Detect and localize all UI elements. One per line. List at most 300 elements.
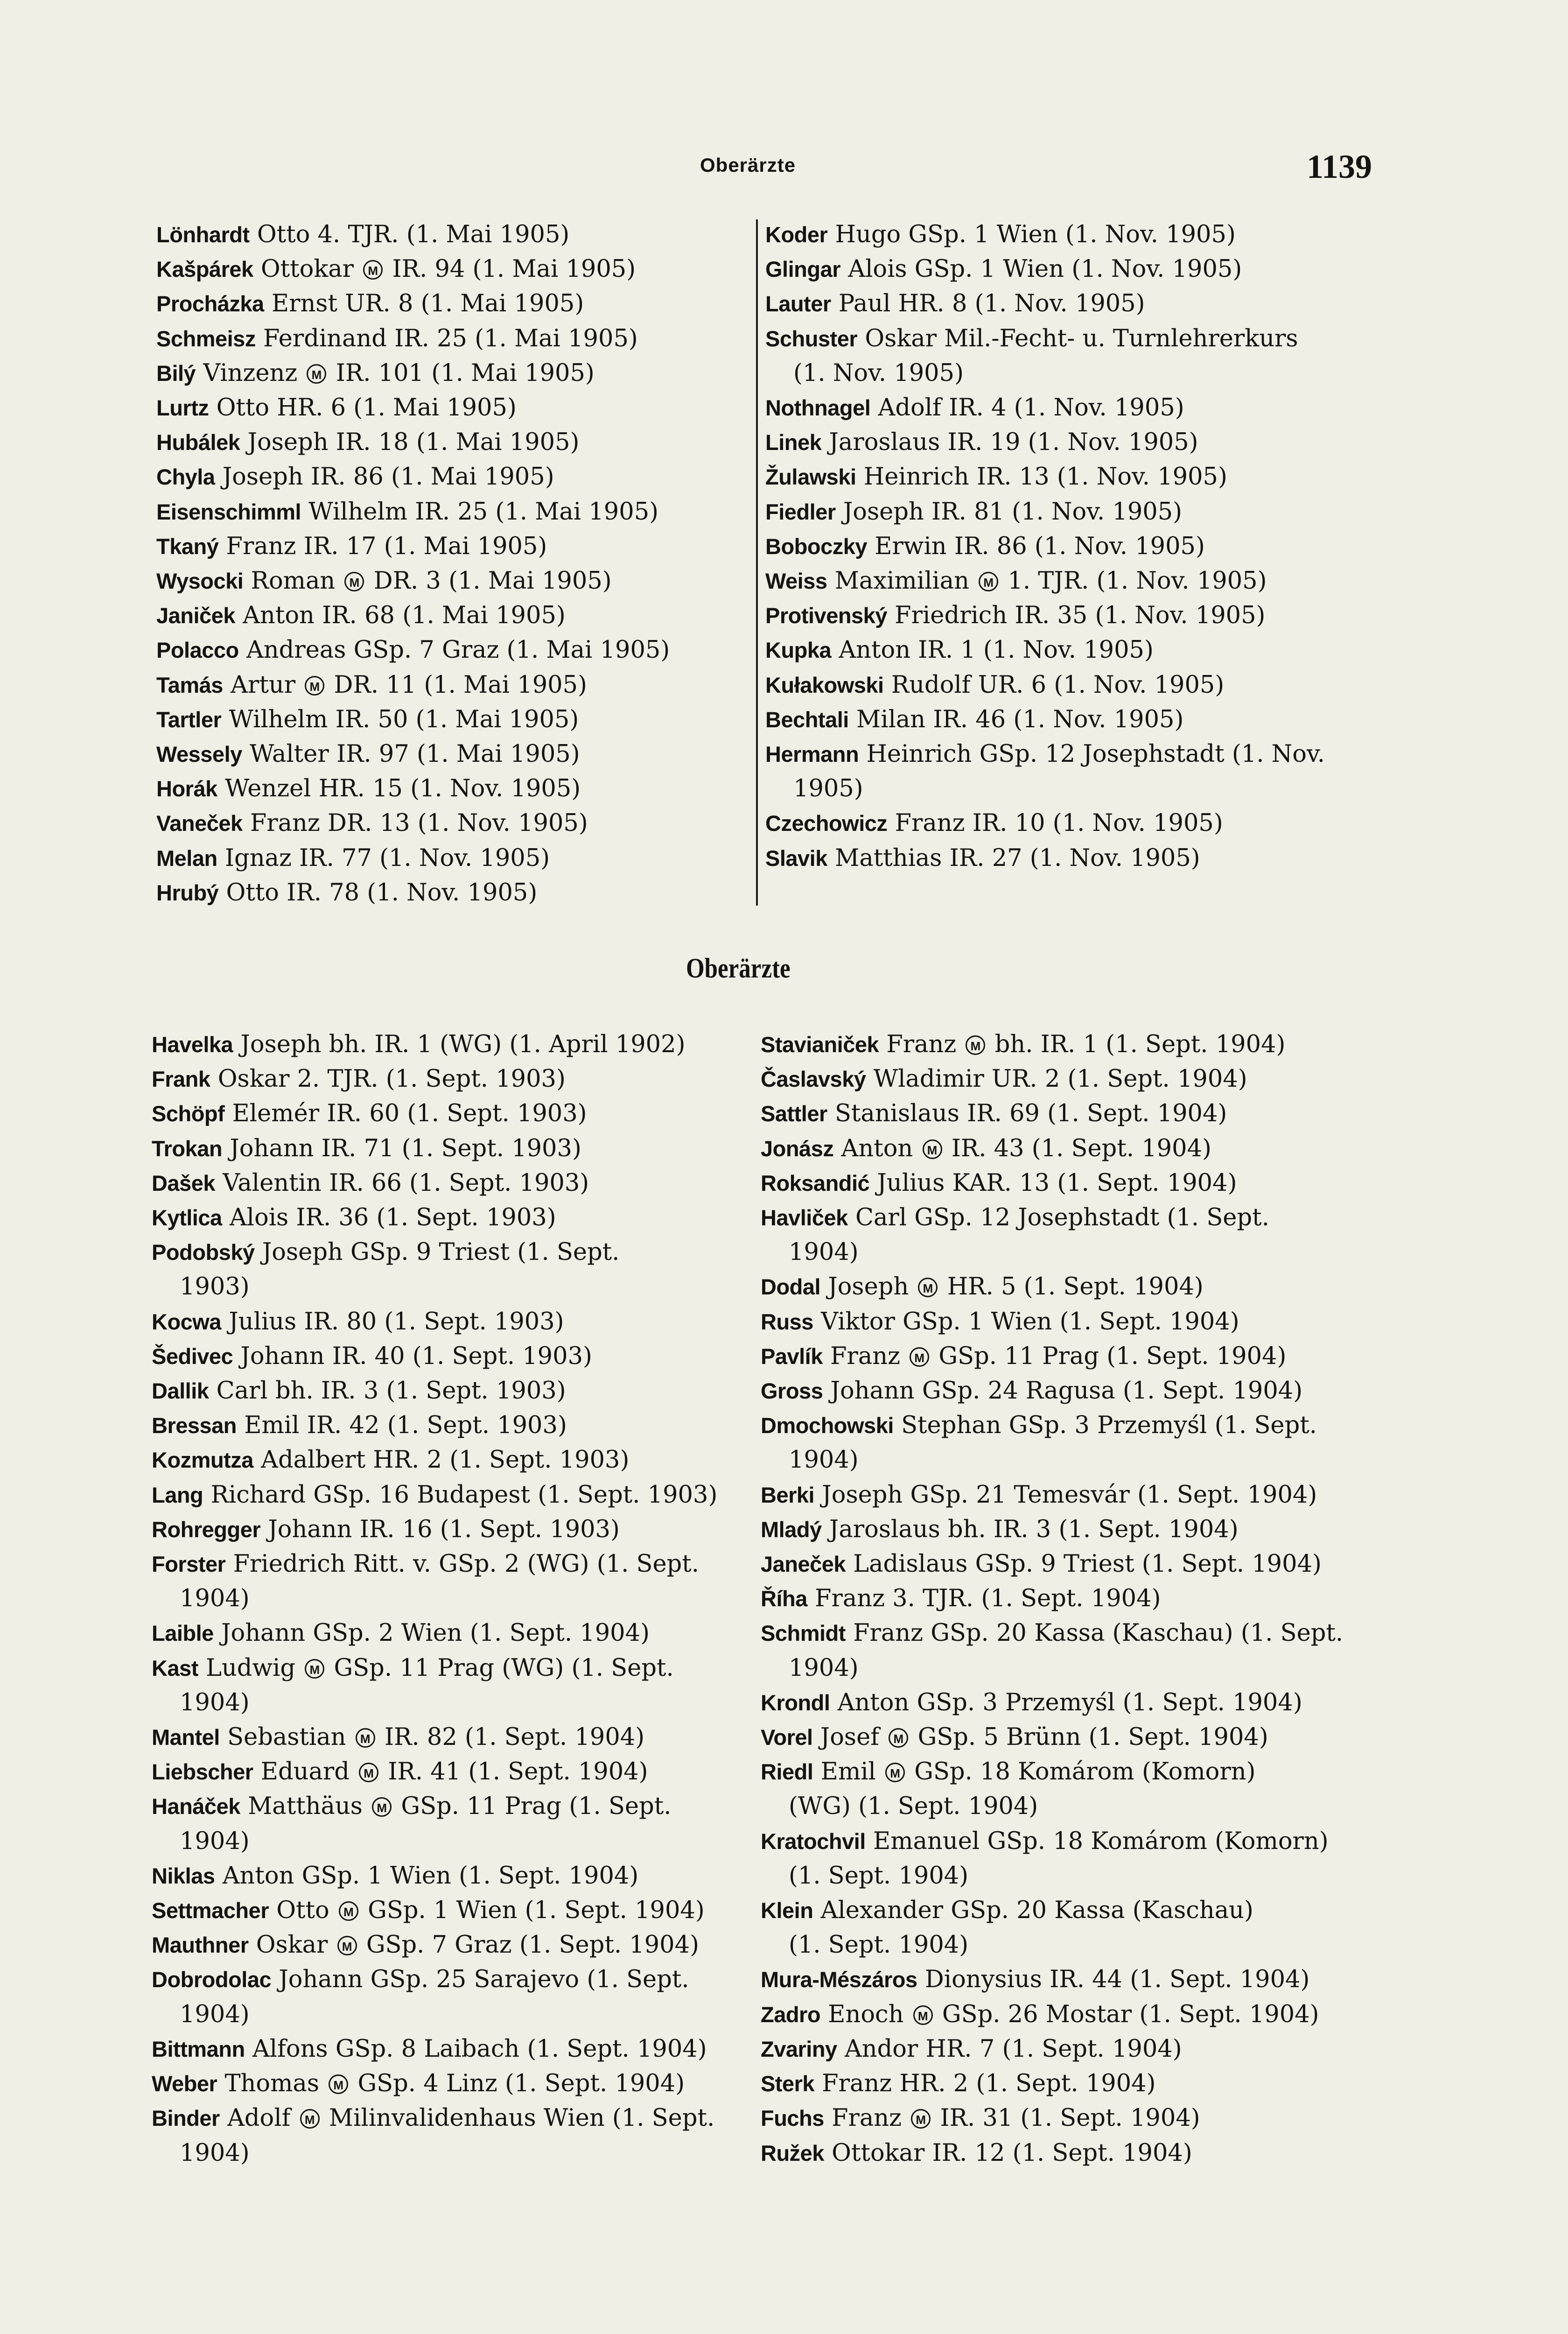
surname: Roksandić — [761, 1170, 870, 1195]
entry-details: Julius IR. 80 (1. Sept. 1903) — [221, 1308, 564, 1336]
entry-details: Franz IR. 17 (1. Mai 1905) — [218, 532, 547, 560]
entry-line — [156, 495, 744, 529]
entry-line — [156, 841, 744, 876]
surname: Lauter — [765, 291, 831, 316]
entry-details: Elemér IR. 60 (1. Sept. 1903) — [224, 1100, 587, 1128]
entry-details: Franz — [879, 1031, 964, 1058]
entry-line — [765, 703, 1367, 737]
entry-details: Hugo GSp. 1 Wien (1. Nov. 1905) — [827, 221, 1236, 248]
entry-details: (1. Sept. 1904) — [789, 1862, 969, 1890]
entry-details-cont: GSp. 1 Wien (1. Sept. 1904) — [360, 1897, 705, 1925]
entry-details: Dionysius IR. 44 (1. Sept. 1904) — [917, 1966, 1310, 1994]
entry-line — [152, 1374, 744, 1408]
entry-details: Valentin IR. 66 (1. Sept. 1903) — [215, 1169, 589, 1197]
entry-details: Wilhelm IR. 50 (1. Mai 1905) — [221, 705, 579, 733]
page-number: 1139 — [1307, 148, 1372, 185]
surname: Linek — [765, 430, 822, 455]
entry-line — [761, 1478, 1367, 1512]
surname: Lurtz — [156, 395, 209, 421]
married-m-icon: M — [339, 1901, 358, 1921]
entry-details: Milan IR. 46 (1. Nov. 1905) — [848, 705, 1184, 733]
entry-details: Ottokar — [253, 255, 362, 283]
entry-line — [152, 1132, 744, 1166]
entry-details: Josef — [812, 1723, 887, 1751]
surname: Havelka — [152, 1032, 233, 1057]
entry-details: Thomas — [217, 2070, 327, 2098]
surname: Pavlík — [761, 1343, 823, 1369]
married-m-icon: M — [305, 1659, 324, 1679]
entry-line — [765, 460, 1367, 494]
entry-line — [761, 2032, 1367, 2067]
entry-line — [761, 1962, 1367, 1997]
surname: Kast — [152, 1655, 198, 1680]
surname: Havliček — [761, 1205, 848, 1230]
surname: Kułakowski — [765, 672, 884, 697]
surname: Říha — [761, 1586, 807, 1611]
entry-details: Otto 4. TJR. (1. Mai 1905) — [249, 221, 570, 248]
entry-line — [761, 1582, 1367, 1616]
entry-details: Enoch — [820, 2000, 911, 2028]
entry-details: Heinrich IR. 13 (1. Nov. 1905) — [856, 463, 1227, 491]
entry-details: Alexander GSp. 20 Kassa (Kaschau) — [813, 1897, 1253, 1925]
entry-line — [761, 1097, 1367, 1131]
surname: Tkaný — [156, 534, 219, 559]
entry-continuation — [152, 1824, 744, 1859]
entry-details: Johann GSp. 2 Wien (1. Sept. 1904) — [213, 1619, 650, 1647]
entry-line — [761, 1512, 1367, 1547]
married-m-icon: M — [966, 1035, 985, 1055]
entry-line — [765, 218, 1367, 252]
entry-line — [152, 1651, 744, 1686]
column-bottom-left — [152, 1027, 744, 2171]
surname: Czechowicz — [765, 811, 888, 836]
entry-line — [152, 1062, 744, 1097]
entry-line — [156, 633, 744, 668]
entry-details: Friedrich Ritt. v. GSp. 2 (WG) (1. Sept. — [225, 1550, 699, 1578]
entry-line — [152, 2101, 744, 2136]
entry-details: Anton GSp. 3 Przemyśl (1. Sept. 1904) — [830, 1688, 1302, 1716]
surname: Bittmann — [152, 2036, 245, 2061]
entry-line — [156, 252, 744, 287]
surname: Janiček — [156, 603, 235, 628]
surname: Dobrodolac — [152, 1967, 272, 1992]
entry-continuation — [761, 1859, 1367, 1893]
entry-line — [761, 1824, 1367, 1859]
married-m-icon: M — [910, 1347, 929, 1367]
surname: Riedl — [761, 1759, 813, 1785]
entry-details: Otto HR. 6 (1. Mai 1905) — [209, 394, 517, 422]
entry-details: Anton — [833, 1134, 921, 1162]
entry-line — [152, 1408, 744, 1443]
entry-details: 1904) — [180, 2139, 250, 2167]
surname: Tartler — [156, 707, 222, 732]
entry-details: Anton IR. 1 (1. Nov. 1905) — [831, 636, 1154, 664]
surname: Liebscher — [152, 1759, 253, 1785]
surname: Schuster — [765, 326, 858, 351]
surname: Kocwa — [152, 1309, 221, 1334]
surname: Mladý — [761, 1517, 822, 1542]
entry-details: Friedrich IR. 35 (1. Nov. 1905) — [887, 602, 1266, 630]
surname: Wysocki — [156, 569, 244, 594]
surname: Weiss — [765, 569, 827, 594]
entry-details: Matthias IR. 27 (1. Nov. 1905) — [827, 844, 1200, 872]
entry-details: Emil — [813, 1758, 884, 1786]
entry-details-cont: Milinvalidenhaus Wien (1. Sept. — [321, 2104, 715, 2132]
entry-details: 1903) — [180, 1273, 250, 1301]
entry-details-cont: IR. 41 (1. Sept. 1904) — [380, 1758, 648, 1786]
entry-details: Richard GSp. 16 Budapest (1. Sept. 1903) — [203, 1481, 718, 1509]
entry-continuation — [765, 772, 1367, 806]
entry-line — [152, 2032, 744, 2067]
surname: Schöpf — [152, 1101, 225, 1126]
entry-details: Vinzenz — [196, 359, 305, 387]
entry-line — [761, 1201, 1367, 1235]
entry-line — [761, 1408, 1367, 1443]
surname: Šedivec — [152, 1343, 233, 1369]
surname: Melan — [156, 845, 217, 871]
entry-line — [761, 2101, 1367, 2136]
surname: Bilý — [156, 360, 196, 386]
surname: Žulawski — [765, 464, 856, 490]
entry-line — [761, 1166, 1367, 1201]
entry-line — [152, 1859, 744, 1893]
entry-line — [156, 564, 744, 598]
married-m-icon: M — [363, 260, 383, 280]
entry-continuation — [152, 1582, 744, 1616]
entry-details: Rudolf UR. 6 (1. Nov. 1905) — [883, 671, 1225, 699]
surname: Forster — [152, 1552, 226, 1577]
page-header — [0, 148, 1568, 191]
entry-line — [152, 1443, 744, 1477]
entry-line — [761, 1270, 1367, 1304]
entry-details: Adolf IR. 4 (1. Nov. 1905) — [870, 394, 1184, 422]
entry-line — [152, 2067, 744, 2101]
surname: Lang — [152, 1482, 203, 1507]
entry-details: Johann GSp. 25 Sarajevo (1. Sept. — [271, 1966, 689, 1994]
entry-details: Johann IR. 71 (1. Sept. 1903) — [222, 1134, 581, 1162]
entry-line — [152, 1201, 744, 1235]
entry-details-cont: IR. 31 (1. Sept. 1904) — [932, 2104, 1200, 2132]
surname: Hanáček — [152, 1794, 240, 1819]
entry-details: Ludwig — [198, 1654, 303, 1682]
entry-details: Carl GSp. 12 Josephstadt (1. Sept. — [847, 1204, 1269, 1232]
surname: Horák — [156, 776, 217, 801]
entry-line — [761, 1997, 1367, 2032]
entry-details-cont: GSp. 11 Prag (1. Sept. 1904) — [931, 1342, 1287, 1370]
entry-line — [765, 737, 1367, 772]
married-m-icon: M — [307, 364, 326, 384]
entry-details: Erwin IR. 86 (1. Nov. 1905) — [867, 532, 1205, 560]
married-m-icon: M — [305, 676, 324, 696]
surname: Boboczky — [765, 534, 867, 559]
entry-continuation — [765, 356, 1367, 391]
surname: Binder — [152, 2106, 220, 2131]
entry-details-cont: DR. 3 (1. Mai 1905) — [366, 567, 612, 595]
surname: Schmeisz — [156, 326, 256, 351]
surname: Niklas — [152, 1863, 215, 1888]
surname: Laible — [152, 1621, 214, 1646]
surname: Kašpárek — [156, 257, 253, 282]
entry-line — [765, 806, 1367, 841]
surname: Gross — [761, 1378, 823, 1404]
married-m-icon: M — [300, 2109, 320, 2129]
entry-line — [765, 633, 1367, 668]
entry-details: Wenzel HR. 15 (1. Nov. 1905) — [217, 775, 581, 803]
entry-details: Otto — [269, 1897, 337, 1925]
entry-details: Franz DR. 13 (1. Nov. 1905) — [242, 809, 588, 837]
column-top-right — [765, 218, 1367, 876]
entry-details: Emil IR. 42 (1. Sept. 1903) — [237, 1412, 567, 1440]
entry-details: Ottokar IR. 12 (1. Sept. 1904) — [824, 2139, 1192, 2167]
surname: Fuchs — [761, 2106, 824, 2131]
surname: Schmidt — [761, 1621, 846, 1646]
entry-line — [152, 1720, 744, 1755]
entry-details: Jaroslaus IR. 19 (1. Nov. 1905) — [821, 429, 1198, 457]
entry-details: Alfons GSp. 8 Laibach (1. Sept. 1904) — [245, 2035, 707, 2063]
entry-continuation — [761, 1443, 1367, 1477]
entry-details: Emanuel GSp. 18 Komárom (Komorn) — [865, 1827, 1329, 1855]
surname: Bechtali — [765, 707, 849, 732]
entry-details-cont: GSp. 7 Graz (1. Sept. 1904) — [358, 1931, 699, 1959]
entry-details-cont: bh. IR. 1 (1. Sept. 1904) — [987, 1031, 1286, 1058]
entry-details: 1904) — [180, 2000, 250, 2028]
entry-details: Julius KAR. 13 (1. Sept. 1904) — [869, 1169, 1237, 1197]
entry-details: (1. Sept. 1904) — [789, 1931, 969, 1959]
surname: Kytlica — [152, 1205, 222, 1230]
entry-details: Alois IR. 36 (1. Sept. 1903) — [222, 1204, 556, 1232]
surname: Hrubý — [156, 880, 219, 905]
entry-details-cont: GSp. 11 Prag (1. Sept. — [393, 1793, 672, 1821]
entry-details: 1904) — [180, 1827, 250, 1855]
entry-details: Artur — [223, 671, 303, 699]
entry-details: Joseph — [820, 1273, 917, 1301]
entry-details: Franz — [822, 1342, 908, 1370]
entry-details: Joseph IR. 18 (1. Mai 1905) — [240, 429, 580, 457]
entry-line — [156, 737, 744, 772]
entry-details: Matthäus — [240, 1793, 371, 1821]
entry-line — [761, 1132, 1367, 1166]
entry-details: Viktor GSp. 1 Wien (1. Sept. 1904) — [813, 1308, 1239, 1336]
entry-line — [156, 356, 744, 391]
entry-line — [156, 806, 744, 841]
entry-line — [761, 2067, 1367, 2101]
entry-details: 1904) — [789, 1238, 859, 1266]
entry-line — [156, 391, 744, 425]
surname: Polacco — [156, 638, 239, 663]
married-m-icon: M — [889, 1728, 908, 1748]
entry-details: Ferdinand IR. 25 (1. Mai 1905) — [255, 324, 638, 352]
entry-details-cont: HR. 5 (1. Sept. 1904) — [939, 1273, 1204, 1301]
entry-line — [156, 322, 744, 356]
married-m-icon: M — [918, 1278, 938, 1297]
surname: Klein — [761, 1898, 813, 1923]
surname: Protivenský — [765, 603, 887, 628]
entry-details: Wladimir UR. 2 (1. Sept. 1904) — [866, 1065, 1247, 1093]
entry-details: Andreas GSp. 7 Graz (1. Mai 1905) — [238, 636, 670, 664]
surname: Hermann — [765, 742, 859, 767]
entry-line — [156, 529, 744, 564]
entry-line — [152, 1027, 744, 1062]
surname: Koder — [765, 222, 828, 247]
surname: Kozmutza — [152, 1448, 253, 1473]
surname: Eisenschimml — [156, 499, 301, 524]
entry-line — [156, 876, 744, 910]
surname: Weber — [152, 2071, 217, 2096]
entry-line — [152, 1478, 744, 1512]
entry-details: Alois GSp. 1 Wien (1. Nov. 1905) — [840, 255, 1242, 283]
surname: Vaneček — [156, 811, 243, 836]
entry-details: 1905) — [793, 775, 863, 803]
married-m-icon: M — [329, 2074, 348, 2094]
surname: Tamás — [156, 672, 223, 697]
entry-details: Jaroslaus bh. IR. 3 (1. Sept. 1904) — [821, 1515, 1239, 1543]
entry-line — [765, 425, 1367, 460]
entry-details-cont: IR. 94 (1. Mai 1905) — [385, 255, 636, 283]
surname: Fiedler — [765, 499, 836, 524]
entry-continuation — [761, 1789, 1367, 1824]
entry-line — [156, 668, 744, 703]
entry-line — [152, 1235, 744, 1270]
column-divider — [756, 219, 758, 906]
entry-line — [761, 1374, 1367, 1408]
married-m-icon: M — [356, 1728, 375, 1748]
married-m-icon: M — [359, 1763, 378, 1782]
entry-line — [156, 218, 744, 252]
entry-line — [152, 1512, 744, 1547]
entry-line — [761, 1062, 1367, 1097]
entry-details-cont: GSp. 5 Brünn (1. Sept. 1904) — [910, 1723, 1268, 1751]
entry-line — [765, 252, 1367, 287]
entry-continuation — [761, 1928, 1367, 1962]
entry-line — [765, 564, 1367, 598]
entry-details: Anton GSp. 1 Wien (1. Sept. 1904) — [215, 1862, 639, 1890]
entry-details: Stephan GSp. 3 Przemyśl (1. Sept. — [893, 1412, 1317, 1440]
surname: Procházka — [156, 291, 264, 316]
surname: Vorel — [761, 1725, 813, 1750]
entry-line — [765, 322, 1367, 356]
married-m-icon: M — [913, 2005, 933, 2025]
surname: Chyla — [156, 464, 215, 490]
surname: Zadro — [761, 2002, 821, 2027]
entry-details-cont: IR. 82 (1. Sept. 1904) — [377, 1723, 645, 1751]
surname: Frank — [152, 1067, 210, 1092]
entry-line — [761, 1339, 1367, 1374]
entry-line — [761, 1720, 1367, 1755]
married-m-icon: M — [337, 1936, 357, 1955]
surname: Podobský — [152, 1240, 255, 1265]
entry-details: Joseph GSp. 9 Triest (1. Sept. — [254, 1238, 620, 1266]
married-m-icon: M — [911, 2109, 931, 2129]
surname: Dmochowski — [761, 1413, 894, 1438]
entry-details: Johann GSp. 24 Ragusa (1. Sept. 1904) — [823, 1377, 1303, 1405]
surname: Wessely — [156, 742, 242, 767]
entry-line — [765, 391, 1367, 425]
entry-line — [761, 1893, 1367, 1928]
entry-details: Franz HR. 2 (1. Sept. 1904) — [814, 2070, 1156, 2098]
entry-line — [761, 1547, 1367, 1582]
entry-details: Franz — [824, 2104, 910, 2132]
surname: Nothnagel — [765, 395, 871, 421]
entry-details-cont: DR. 11 (1. Mai 1905) — [326, 671, 587, 699]
entry-details: Wilhelm IR. 25 (1. Mai 1905) — [301, 498, 659, 526]
entry-details: Joseph IR. 81 (1. Nov. 1905) — [835, 498, 1183, 526]
entry-details: Oskar 2. TJR. (1. Sept. 1903) — [210, 1065, 566, 1093]
entry-line — [156, 703, 744, 737]
entry-line — [156, 425, 744, 460]
surname: Settmacher — [152, 1898, 269, 1923]
entry-details: Oskar — [248, 1931, 336, 1959]
entry-line — [761, 1305, 1367, 1339]
surname: Krondl — [761, 1690, 830, 1715]
entry-details: 1904) — [180, 1585, 250, 1613]
entry-details: Johann IR. 16 (1. Sept. 1903) — [260, 1515, 620, 1543]
entry-details: 1904) — [789, 1654, 859, 1682]
entry-details: Otto IR. 78 (1. Nov. 1905) — [218, 879, 538, 907]
entry-line — [152, 1305, 744, 1339]
surname: Kupka — [765, 638, 832, 663]
entry-details: 1904) — [789, 1446, 859, 1474]
entry-details: Joseph bh. IR. 1 (WG) (1. April 1902) — [233, 1031, 686, 1058]
surname: Glingar — [765, 257, 841, 282]
entry-details: Franz 3. TJR. (1. Sept. 1904) — [807, 1585, 1161, 1613]
entry-continuation — [152, 2136, 744, 2171]
entry-details: Maximilian — [827, 567, 977, 595]
entry-details: Heinrich GSp. 12 Josephstadt (1. Nov. — [859, 740, 1325, 768]
surname: Lönhardt — [156, 222, 250, 247]
entry-details: Walter IR. 97 (1. Mai 1905) — [242, 740, 580, 768]
entry-line — [156, 598, 744, 633]
married-m-icon: M — [344, 572, 364, 591]
entry-line — [156, 460, 744, 494]
entry-line — [152, 1962, 744, 1997]
married-m-icon: M — [885, 1763, 905, 1782]
surname: Stavianiček — [761, 1032, 879, 1057]
section-heading: Oberärzte — [686, 953, 791, 984]
surname: Dallik — [152, 1378, 209, 1404]
surname: Dodal — [761, 1274, 821, 1300]
married-m-icon: M — [923, 1139, 942, 1159]
entry-line — [152, 1616, 744, 1651]
entry-line — [152, 1097, 744, 1131]
surname: Ružek — [761, 2140, 824, 2165]
entry-details-cont: GSp. 18 Komárom (Komorn) — [907, 1758, 1256, 1786]
entry-continuation — [152, 1997, 744, 2032]
surname: Zvariny — [761, 2036, 837, 2061]
entry-line — [152, 1893, 744, 1928]
entry-details-cont: IR. 43 (1. Sept. 1904) — [944, 1134, 1211, 1162]
entry-line — [765, 668, 1367, 703]
entry-details: Oskar Mil.-Fecht- u. Turnlehrerkurs — [857, 324, 1298, 352]
entry-details-cont: GSp. 26 Mostar (1. Sept. 1904) — [934, 2000, 1319, 2028]
married-m-icon: M — [372, 1797, 392, 1817]
entry-continuation — [152, 1686, 744, 1720]
surname: Sterk — [761, 2071, 815, 2096]
surname: Časlavský — [761, 1067, 866, 1092]
entry-continuation — [761, 1235, 1367, 1270]
entry-details: Sebastian — [219, 1723, 354, 1751]
entry-line — [765, 841, 1367, 876]
entry-details: 1904) — [180, 1688, 250, 1716]
running-title: Oberärzte — [700, 154, 796, 176]
entry-continuation — [761, 1651, 1367, 1686]
surname: Bressan — [152, 1413, 237, 1438]
surname: Mantel — [152, 1725, 220, 1750]
surname: Rohregger — [152, 1517, 261, 1542]
entry-details: Carl bh. IR. 3 (1. Sept. 1903) — [209, 1377, 566, 1405]
entry-details: Ladislaus GSp. 9 Triest (1. Sept. 1904) — [846, 1550, 1322, 1578]
entry-line — [156, 772, 744, 806]
entry-details: Johann IR. 40 (1. Sept. 1903) — [233, 1342, 592, 1370]
